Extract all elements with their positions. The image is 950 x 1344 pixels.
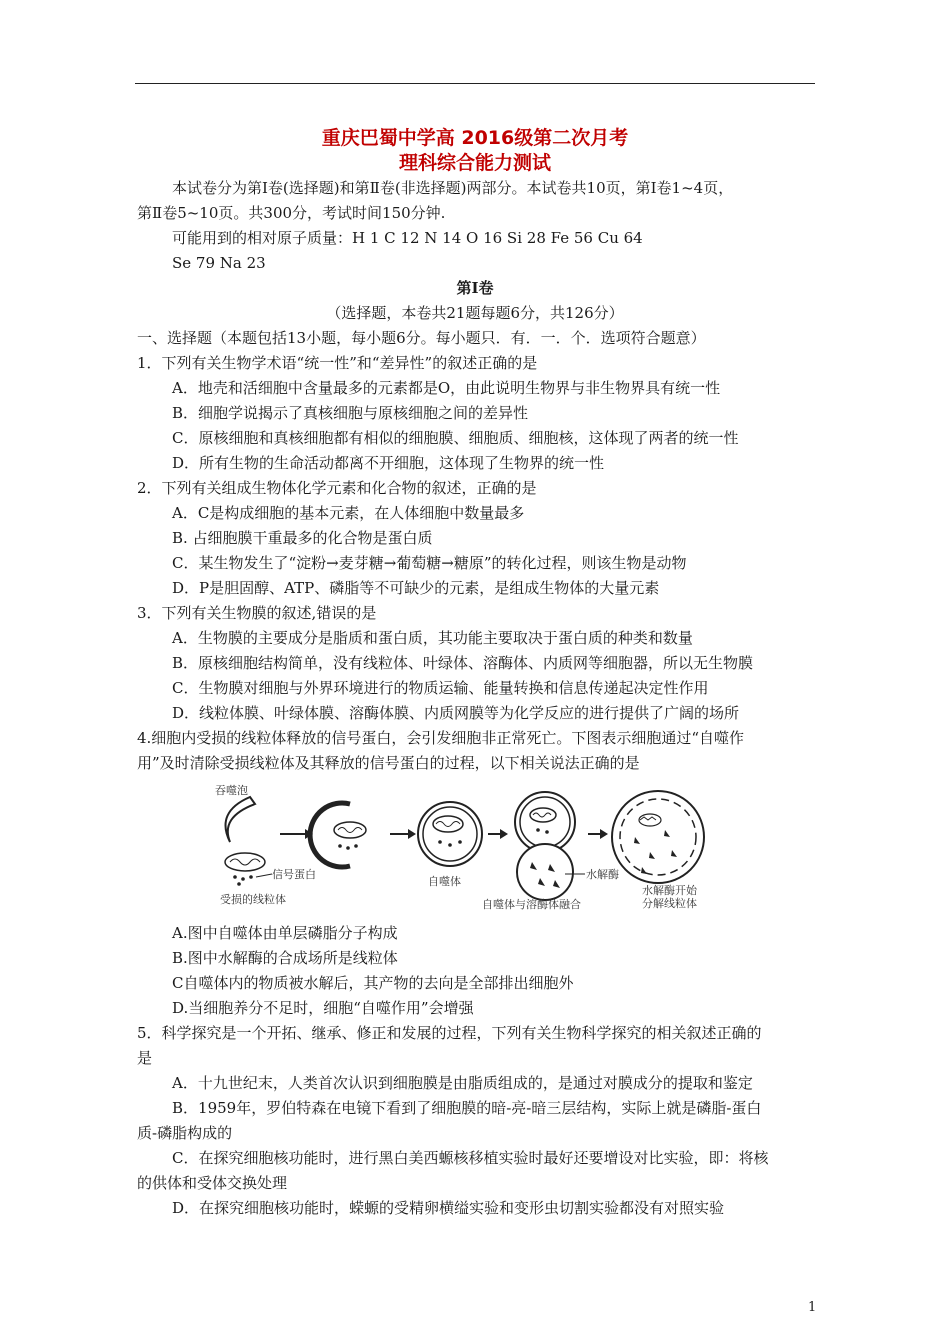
option: A．十九世纪末，人类首次认识到细胞膜是由脂质组成的，是通过对膜成分的提取和鉴定 [172, 1074, 753, 1092]
option: A．C是构成细胞的基本元素，在人体细胞中数量最多 [172, 504, 525, 522]
option: A.图中自噬体由单层磷脂分子构成 [172, 924, 398, 942]
label-signal-protein: 信号蛋白 [272, 868, 316, 881]
label-degrade-line1: 水解酶开始 [642, 884, 697, 897]
atomic-masses-line-1: 可能用到的相对原子质量：H 1 C 12 N 14 O 16 Si 28 Fe 56 Cu 64 [172, 229, 643, 247]
option: B．原核细胞结构简单，没有线粒体、叶绿体、溶酶体、内质网等细胞器，所以无生物膜 [172, 654, 754, 672]
lysosome [517, 844, 573, 900]
option: A．地壳和活细胞中含量最多的元素都是O，由此说明生物界与非生物界具有统一性 [172, 379, 721, 397]
question-stem: 用”及时清除受损线粒体及其释放的信号蛋白的过程，以下相关说法正确的是 [137, 754, 640, 772]
phagophore-shape [226, 797, 256, 842]
option: B．1959年，罗伯特森在电镜下看到了细胞膜的暗-亮-暗三层结构，实际上就是磷脂-蛋白 [172, 1099, 762, 1117]
label-hydrolase: 水解酶 [586, 868, 619, 881]
exam-subtitle: 理科综合能力测试 [398, 152, 551, 174]
option-continuation: 质-磷脂构成的 [137, 1124, 233, 1142]
question-stem: 4.细胞内受损的线粒体释放的信号蛋白，会引发细胞非正常死亡。下图表示细胞通过“自噬作 [137, 729, 744, 747]
option: D．线粒体膜、叶绿体膜、溶酶体膜、内质网膜等为化学反应的进行提供了广阔的场所 [172, 704, 740, 722]
option: B．细胞学说揭示了真核细胞与原核细胞之间的差异性 [172, 404, 529, 422]
section-title: 第Ⅰ卷 [456, 279, 494, 297]
label-phagophore: 吞噬泡 [215, 784, 248, 797]
option: D.当细胞养分不足时，细胞“自噬作用”会增强 [172, 999, 474, 1017]
option: D．在探究细胞核功能时，蝾螈的受精卵横缢实验和变形虫切割实验都没有对照实验 [172, 1199, 725, 1217]
question-stem: 2．下列有关组成生物体化学元素和化合物的叙述，正确的是 [137, 479, 537, 497]
intro-line-1: 本试卷分为第Ⅰ卷(选择题)和第Ⅱ卷(非选择题)两部分。本试卷共10页，第Ⅰ卷1~4页， [172, 179, 734, 197]
question-stem: 5．科学探究是一个开拓、继承、修正和发展的过程，下列有关生物科学探究的相关叙述正确的 [137, 1024, 762, 1042]
intro-line-2: 第Ⅱ卷5~10页。共300分，考试时间150分钟. [137, 204, 446, 222]
option: D．P是胆固醇、ATP、磷脂等不可缺少的元素，是组成生物体的大量元素 [172, 579, 660, 597]
label-fusion: 自噬体与溶酶体融合 [482, 898, 581, 911]
autophagy-diagram [210, 782, 730, 912]
option: B. 占细胞膜干重最多的化合物是蛋白质 [172, 529, 433, 547]
label-damaged-mitochondrion: 受损的线粒体 [220, 893, 286, 906]
label-degrade-line2: 分解线粒体 [642, 897, 697, 910]
label-autophagosome: 自噬体 [428, 875, 461, 888]
header-rule [135, 83, 815, 84]
option: C．生物膜对细胞与外界环境进行的物质运输、能量转换和信息传递起决定性作用 [172, 679, 709, 697]
option: A．生物膜的主要成分是脂质和蛋白质，其功能主要取决于蛋白质的种类和数量 [172, 629, 693, 647]
option: C．在探究细胞核功能时，进行黑白美西螈核移植实验时最好还要增设对比实验，即：将核 [172, 1149, 769, 1167]
question-stem: 是 [137, 1049, 153, 1067]
option: B.图中水解酶的合成场所是线粒体 [172, 949, 398, 967]
damaged-mitochondrion [225, 853, 265, 871]
option: C自噬体内的物质被水解后，其产物的去向是全部排出细胞外 [172, 974, 574, 992]
question-stem: 1．下列有关生物学术语“统一性”和“差异性”的叙述正确的是 [137, 354, 538, 372]
atomic-masses-line-2: Se 79 Na 23 [172, 254, 266, 272]
question-stem: 3．下列有关生物膜的叙述,错误的是 [137, 604, 377, 622]
option: D．所有生物的生命活动都离不开细胞，这体现了生物界的统一性 [172, 454, 605, 472]
exam-title: 重庆巴蜀中学高 2016级第二次月考 [321, 127, 629, 149]
part-heading: 一、选择题（本题包括13小题，每小题6分。每小题只．有．一．个．选项符合题意） [137, 329, 706, 347]
option: C．某生物发生了“淀粉→麦芽糖→葡萄糖→糖原”的转化过程，则该生物是动物 [172, 554, 687, 572]
section-subtitle: （选择题，本卷共21题每题6分，共126分） [326, 304, 624, 322]
autophagosome [418, 802, 482, 866]
option-continuation: 的供体和受体交换处理 [137, 1174, 288, 1192]
option: C．原核细胞和真核细胞都有相似的细胞膜、细胞质、细胞核，这体现了两者的统一性 [172, 429, 739, 447]
page-number: 1 [808, 1300, 817, 1315]
degrading-vesicle [612, 791, 704, 883]
